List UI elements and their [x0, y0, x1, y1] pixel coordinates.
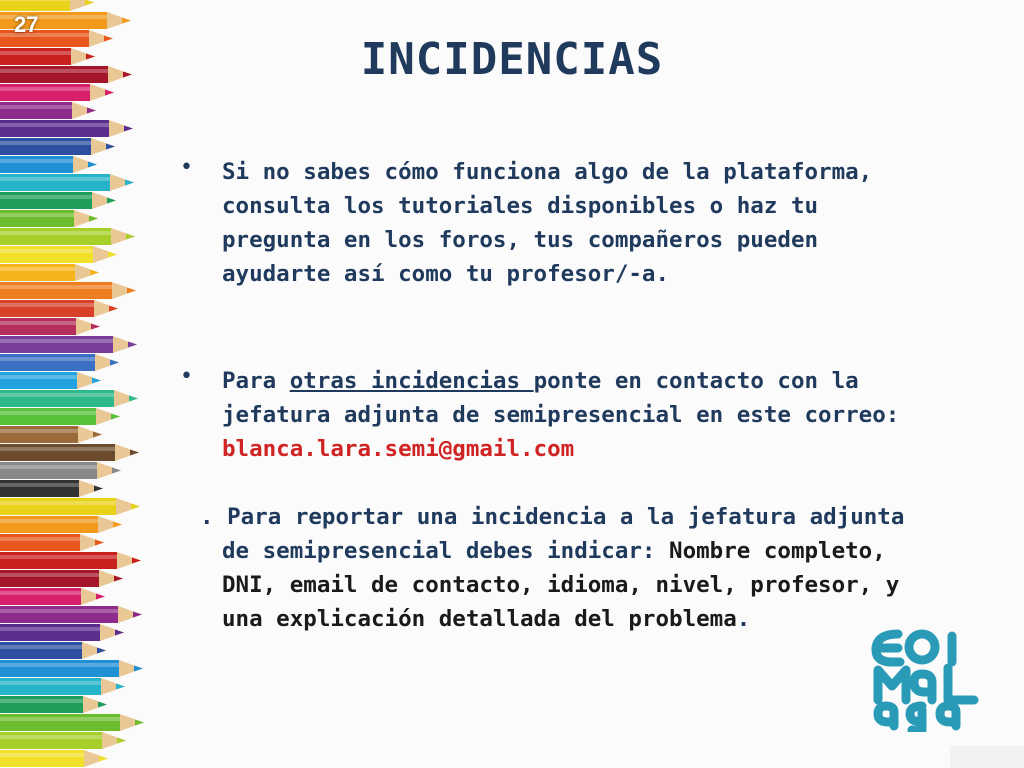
pencil-highlight: [0, 627, 100, 631]
report-details: Nombre completo, DNI, email de contacto, idioma, nivel, profesor, y una explicación detallada del problema: [222, 538, 900, 632]
pencil-highlight: [0, 231, 111, 235]
pencil-body: [0, 300, 94, 317]
corner-placeholder: [950, 746, 1024, 768]
pencil-body: [0, 246, 93, 263]
pencil-body: [0, 372, 77, 389]
pencil-highlight: [0, 663, 119, 667]
bullet-marker: •: [180, 155, 193, 180]
pencil-highlight: [0, 285, 112, 289]
pencil-body: [0, 534, 80, 551]
pencil-tip: [124, 126, 133, 132]
pencil-tip: [131, 504, 140, 510]
pencil-body: [0, 606, 118, 623]
pencil-body: [0, 228, 111, 245]
pencil-tip: [127, 288, 136, 294]
pencil-body: [0, 138, 91, 155]
pencil-tip: [122, 18, 131, 24]
contact-middle: ponte en contacto con la jefatura adjunta de semipresencial en este correo:: [222, 368, 900, 428]
pencil-body: [0, 696, 83, 713]
pencil-highlight: [0, 447, 115, 451]
colored-pencils-decoration: [0, 0, 150, 768]
pencil-tip: [91, 324, 100, 330]
pencil-body: [0, 588, 81, 605]
pencil-body: [0, 624, 100, 641]
pencil-highlight: [0, 681, 101, 685]
pencil-body: [0, 390, 114, 407]
pencil-tip: [92, 378, 101, 384]
pencil-body: [0, 732, 102, 749]
pencil-highlight: [0, 483, 79, 487]
pencil-tip: [126, 234, 135, 240]
pencil-body: [0, 336, 113, 353]
pencil-tip: [90, 270, 99, 276]
pencil-highlight: [0, 393, 114, 397]
pencil-highlight: [0, 645, 82, 649]
pencil-highlight: [0, 267, 75, 271]
pencil-highlight: [0, 501, 116, 505]
pencil-tip: [107, 198, 116, 204]
pencil-body: [0, 660, 119, 677]
pencil-tip: [135, 720, 144, 726]
pencil-body: [0, 192, 92, 209]
pencil-highlight: [0, 177, 110, 181]
report-instructions: [200, 500, 922, 636]
pencil-tip: [88, 162, 97, 168]
pencil-tip: [130, 450, 139, 456]
pencil-tip: [114, 576, 123, 582]
pencil-tip: [113, 522, 122, 528]
pencil-highlight: [0, 321, 76, 325]
pencil-highlight: [0, 375, 77, 379]
pencil-tip: [106, 144, 115, 150]
pencil-body: [0, 750, 84, 767]
pencil-body: [0, 498, 116, 515]
pencil-body: [0, 156, 73, 173]
pencil-body: [0, 0, 70, 11]
pencil-body: [0, 174, 110, 191]
pencil-highlight: [0, 753, 84, 757]
slide-number: 27: [14, 12, 39, 37]
pencil-tip: [111, 414, 120, 420]
pencil-highlight: [0, 537, 80, 541]
pencil-tip: [125, 180, 134, 186]
pencil-body: [0, 714, 120, 731]
pencil-highlight: [0, 519, 98, 523]
pencil-tip: [89, 216, 98, 222]
pencil-highlight: [0, 411, 96, 415]
pencil-tip: [105, 90, 114, 96]
pencil-highlight: [0, 609, 118, 613]
pencil-highlight: [0, 591, 81, 595]
pencil-body: [0, 354, 95, 371]
pencil-tip: [97, 648, 106, 654]
pencil-tip: [87, 108, 96, 114]
pencil-tip: [134, 666, 143, 672]
pencil-highlight: [0, 699, 83, 703]
bullet-text-contact: [222, 364, 922, 466]
pencil-highlight: [0, 105, 72, 109]
pencil-body: [0, 642, 82, 659]
report-end: .: [736, 606, 751, 632]
contact-prefix: Para: [222, 368, 290, 394]
pencil-highlight: [0, 429, 78, 433]
pencil-tip: [112, 468, 121, 474]
pencil-highlight: [0, 573, 99, 577]
pencil-tip: [99, 756, 108, 762]
pencil-highlight: [0, 249, 93, 253]
pencil-body: [0, 516, 98, 533]
pencil-highlight: [0, 87, 90, 91]
pencil-tip: [116, 684, 125, 690]
pencil-highlight: [0, 213, 74, 217]
pencil-tip: [108, 252, 117, 258]
pencil-tip: [117, 738, 126, 744]
pencil-tip: [96, 594, 105, 600]
pencil-highlight: [0, 717, 120, 721]
pencil-tip: [128, 342, 137, 348]
pencil-body: [0, 570, 99, 587]
pencil-body: [0, 444, 115, 461]
pencil-body: [0, 282, 112, 299]
pencil-tip: [98, 702, 107, 708]
pencil-highlight: [0, 465, 97, 469]
pencil-tip: [95, 540, 104, 546]
pencil-tip: [132, 558, 141, 564]
pencil-body: [0, 426, 78, 443]
pencil-body: [0, 84, 90, 101]
pencil-highlight: [0, 735, 102, 739]
pencil-tip: [129, 396, 138, 402]
pencil-tip: [94, 486, 103, 492]
pencil-highlight: [0, 555, 117, 559]
bullet-text-tutorials: Si no sabes cómo funciona algo de la plataforma, consulta los tutoriales disponibles o haz tu pregunta en los foros, tus compañeros pueden ayudarte así como tu profesor/-a.: [222, 159, 873, 287]
pencil-highlight: [0, 357, 95, 361]
eoi-malaga-logo: [870, 622, 982, 732]
pencil-tip: [109, 306, 118, 312]
pencil-body: [0, 678, 101, 695]
contact-email-link[interactable]: blanca.lara.semi@gmail.com: [222, 436, 575, 462]
pencil-highlight: [0, 0, 70, 1]
pencil-body: [0, 210, 74, 227]
pencil-tip: [85, 0, 94, 6]
pencil-tip: [93, 432, 102, 438]
slide-title: INCIDENCIAS: [360, 34, 664, 85]
pencil-tip: [110, 360, 119, 366]
pencil-tip: [115, 630, 124, 636]
pencil-body: [0, 318, 76, 335]
pencil-body: [0, 462, 97, 479]
pencil-highlight: [0, 339, 113, 343]
pencil-body: [0, 264, 75, 281]
other-incidents-link-text: otras incidencias: [289, 368, 534, 394]
pencil-highlight: [0, 159, 73, 163]
pencil-tip: [133, 612, 142, 618]
pencil-body: [0, 120, 109, 137]
pencil-highlight: [0, 141, 91, 145]
pencil-highlight: [0, 123, 109, 127]
pencil-body: [0, 102, 72, 119]
pencil-body: [0, 552, 117, 569]
report-lead: . Para reportar una incidencia a la jefatura adjunta de semipresencial debes indicar:: [200, 504, 905, 564]
pencil-body: [0, 480, 79, 497]
pencil-highlight: [0, 303, 94, 307]
pencil-body: [0, 408, 96, 425]
bullet-marker: •: [180, 364, 193, 389]
pencil-highlight: [0, 195, 92, 199]
